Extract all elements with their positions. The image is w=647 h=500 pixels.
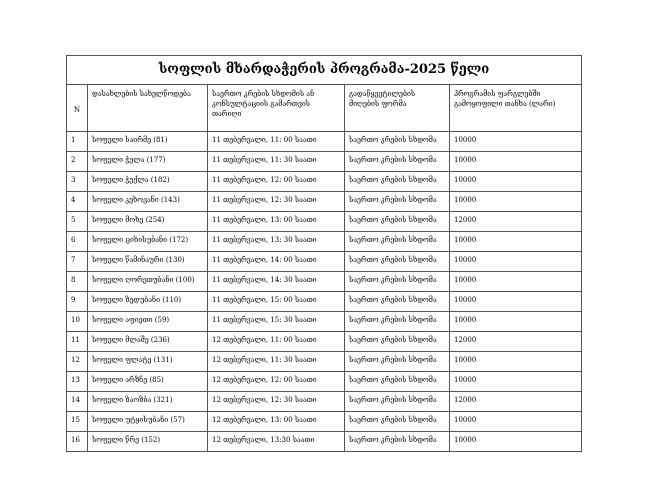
village-name: სოფელი ფლატე (131) bbox=[88, 352, 208, 372]
table-row bbox=[67, 352, 582, 372]
decision-form: საერთო კრების სხდომა bbox=[345, 252, 450, 272]
row-number: 13 bbox=[67, 372, 88, 392]
decision-form: საერთო კრების სხდომა bbox=[345, 432, 450, 452]
allocated-funding: 10000 bbox=[450, 252, 582, 272]
allocated-funding: 10000 bbox=[450, 232, 582, 252]
table-body bbox=[67, 132, 582, 452]
village-name: სოფელი არზნე (85) bbox=[88, 372, 208, 392]
row-number: 5 bbox=[67, 212, 88, 232]
decision-form: საერთო კრების სხდომა bbox=[345, 292, 450, 312]
table-row bbox=[67, 312, 582, 332]
header-meeting-date: საერთო კრების სხდომის ან კონსულტაციის გამართვის თარიღი bbox=[208, 85, 345, 132]
village-name: სოფელი ჭექლა (182) bbox=[88, 172, 208, 192]
allocated-funding: 10000 bbox=[450, 412, 582, 432]
meeting-date: 11 თებერვალი, 12: 00 საათი bbox=[208, 172, 345, 192]
table-title: სოფლის მხარდაჭერის პროგრამა-2025 წელი bbox=[67, 56, 582, 85]
meeting-date: 12 თებერვალი, 11: 30 საათი bbox=[208, 352, 345, 372]
allocated-funding: 10000 bbox=[450, 192, 582, 212]
decision-form: საერთო კრების სხდომა bbox=[345, 272, 450, 292]
decision-form: საერთო კრების სხდომა bbox=[345, 392, 450, 412]
allocated-funding: 10000 bbox=[450, 272, 582, 292]
meeting-date: 11 თებერვალი, 14: 30 საათი bbox=[208, 272, 345, 292]
decision-form: საერთო კრების სხდომა bbox=[345, 172, 450, 192]
village-name: სოფელი კეხოვანი (143) bbox=[88, 192, 208, 212]
decision-form: საერთო კრების სხდომა bbox=[345, 152, 450, 172]
row-number: 15 bbox=[67, 412, 88, 432]
meeting-date: 11 თებერვალი, 13: 30 საათი bbox=[208, 232, 345, 252]
meeting-date: 12 თებერვალი, 12: 00 საათი bbox=[208, 372, 345, 392]
decision-form: საერთო კრების სხდომა bbox=[345, 332, 450, 352]
village-name: სოფელი მლაშე (236) bbox=[88, 332, 208, 352]
table-row bbox=[67, 272, 582, 292]
allocated-funding: 10000 bbox=[450, 372, 582, 392]
table-row bbox=[67, 392, 582, 412]
village-name: სოფელი ჭელა (177) bbox=[88, 152, 208, 172]
allocated-funding: 10000 bbox=[450, 152, 582, 172]
village-name: სოფელი მოხე (254) bbox=[88, 212, 208, 232]
village-name: სოფელი საირმე (81) bbox=[88, 132, 208, 152]
allocated-funding: 12000 bbox=[450, 392, 582, 412]
village-name: სოფელი უტყისუბანი (57) bbox=[88, 412, 208, 432]
allocated-funding: 10000 bbox=[450, 132, 582, 152]
row-number: 12 bbox=[67, 352, 88, 372]
program-table bbox=[66, 55, 582, 452]
allocated-funding: 10000 bbox=[450, 352, 582, 372]
table-row bbox=[67, 252, 582, 272]
table-row bbox=[67, 152, 582, 172]
row-number: 11 bbox=[67, 332, 88, 352]
allocated-funding: 10000 bbox=[450, 432, 582, 452]
table-row bbox=[67, 132, 582, 152]
row-number: 8 bbox=[67, 272, 88, 292]
meeting-date: 11 თებერვალი, 14: 00 საათი bbox=[208, 252, 345, 272]
header-decision-form: გადაწყვეტილების მიღების ფორმა bbox=[345, 85, 450, 132]
allocated-funding: 10000 bbox=[450, 312, 582, 332]
meeting-date: 12 თებერვალი, 13: 00 საათი bbox=[208, 412, 345, 432]
header-allocated-funding: პროგრამის ფარგლებში გამოყოფილი თანხა (ლარი) bbox=[450, 85, 582, 132]
allocated-funding: 12000 bbox=[450, 212, 582, 232]
village-name: სოფელი ღორეთუბანი (100) bbox=[88, 272, 208, 292]
decision-form: საერთო კრების სხდომა bbox=[345, 212, 450, 232]
table-row bbox=[67, 232, 582, 252]
meeting-date: 11 თებერვალი, 11: 30 საათი bbox=[208, 152, 345, 172]
village-name: სოფელი ზედუბანი (110) bbox=[88, 292, 208, 312]
meeting-date: 11 თებერვალი, 15: 30 საათი bbox=[208, 312, 345, 332]
meeting-date: 12 თებერვალი, 12: 30 საათი bbox=[208, 392, 345, 412]
row-number: 9 bbox=[67, 292, 88, 312]
decision-form: საერთო კრების სხდომა bbox=[345, 372, 450, 392]
decision-form: საერთო კრების სხდომა bbox=[345, 132, 450, 152]
header-village: დასახლების სახელწოდება bbox=[88, 85, 208, 132]
row-number: 4 bbox=[67, 192, 88, 212]
row-number: 3 bbox=[67, 172, 88, 192]
village-name: სოფელი წამინაური (130) bbox=[88, 252, 208, 272]
row-number: 6 bbox=[67, 232, 88, 252]
table-row bbox=[67, 372, 582, 392]
meeting-date: 12 თებერვალი, 13:30 საათი bbox=[208, 432, 345, 452]
village-name: სოფელი ზაოზბა (321) bbox=[88, 392, 208, 412]
table-row bbox=[67, 332, 582, 352]
row-number: 1 bbox=[67, 132, 88, 152]
meeting-date: 12 თებერვალი, 11: 00 საათი bbox=[208, 332, 345, 352]
decision-form: საერთო კრების სხდომა bbox=[345, 192, 450, 212]
decision-form: საერთო კრების სხდომა bbox=[345, 352, 450, 372]
header-number: N bbox=[67, 85, 88, 132]
village-name: სოფელი აფიეთი (59) bbox=[88, 312, 208, 332]
table-row bbox=[67, 172, 582, 192]
row-number: 10 bbox=[67, 312, 88, 332]
allocated-funding: 10000 bbox=[450, 292, 582, 312]
table-row bbox=[67, 212, 582, 232]
meeting-date: 11 თებერვალი, 11: 00 საათი bbox=[208, 132, 345, 152]
village-name: სოფელი წრე (152) bbox=[88, 432, 208, 452]
row-number: 2 bbox=[67, 152, 88, 172]
table-row bbox=[67, 432, 582, 452]
allocated-funding: 12000 bbox=[450, 332, 582, 352]
meeting-date: 11 თებერვალი, 12: 30 საათი bbox=[208, 192, 345, 212]
village-name: სოფელი ციხისუბანი (172) bbox=[88, 232, 208, 252]
allocated-funding: 10000 bbox=[450, 172, 582, 192]
decision-form: საერთო კრების სხდომა bbox=[345, 412, 450, 432]
row-number: 16 bbox=[67, 432, 88, 452]
decision-form: საერთო კრების სხდომა bbox=[345, 312, 450, 332]
meeting-date: 11 თებერვალი, 15: 00 საათი bbox=[208, 292, 345, 312]
row-number: 7 bbox=[67, 252, 88, 272]
row-number: 14 bbox=[67, 392, 88, 412]
table-row bbox=[67, 192, 582, 212]
table-row bbox=[67, 292, 582, 312]
decision-form: საერთო კრების სხდომა bbox=[345, 232, 450, 252]
table-row bbox=[67, 412, 582, 432]
meeting-date: 11 თებერვალი, 13: 00 საათი bbox=[208, 212, 345, 232]
